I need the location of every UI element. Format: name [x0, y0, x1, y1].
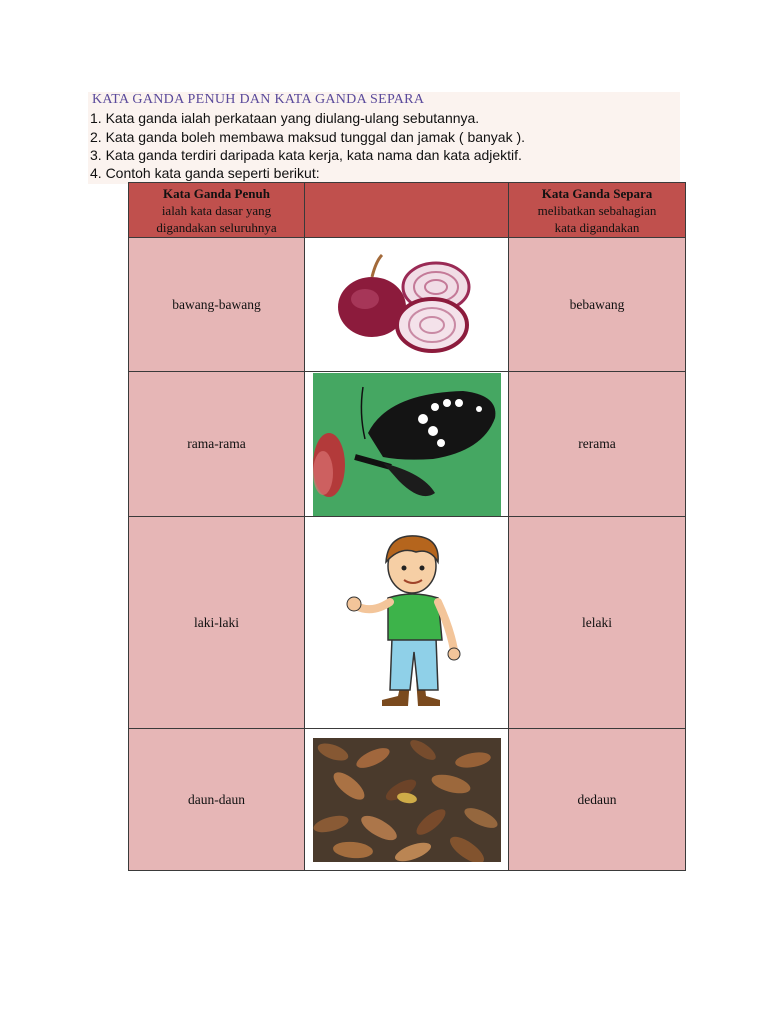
- header-penuh-desc-1: ialah kata dasar yang: [161, 202, 272, 218]
- table-row: [129, 517, 686, 729]
- header-row: [129, 183, 686, 238]
- header-penuh: [129, 183, 305, 238]
- separa-cell: rerama: [509, 372, 686, 517]
- kata-ganda-table: [128, 182, 686, 871]
- boy-image: [305, 517, 509, 729]
- header-separa-desc-1: melibatkan sebahagian: [537, 202, 657, 218]
- penuh-cell: daun-daun: [129, 729, 305, 871]
- header-separa-title: Kata Ganda Separa: [541, 185, 653, 201]
- page-title: KATA GANDA PENUH DAN KATA GANDA SEPARA: [92, 92, 425, 107]
- table-row: [129, 729, 686, 871]
- table-row: [129, 238, 686, 372]
- penuh-cell: rama-rama: [129, 372, 305, 517]
- separa-cell: dedaun: [509, 729, 686, 871]
- penuh-cell: bawang-bawang: [129, 238, 305, 372]
- header-image: [305, 183, 509, 238]
- separa-cell: bebawang: [509, 238, 686, 372]
- header-separa: [509, 183, 686, 238]
- point-2: 2. Kata ganda boleh membawa maksud tunggal dan jamak ( banyak ).: [90, 129, 526, 145]
- header-penuh-title: Kata Ganda Penuh: [163, 185, 270, 201]
- header-separa-desc-2: kata digandakan: [554, 219, 640, 235]
- penuh-cell: laki-laki: [129, 517, 305, 729]
- onion-image: [305, 238, 509, 372]
- dry-leaves-image: [305, 729, 509, 871]
- table-row: [129, 372, 686, 517]
- separa-cell: lelaki: [509, 517, 686, 729]
- header-penuh-desc-2: digandakan seluruhnya: [156, 219, 277, 235]
- butterfly-image: [305, 372, 509, 517]
- point-1: 1. Kata ganda ialah perkataan yang diulang-ulang sebutannya.: [90, 110, 480, 126]
- point-3: 3. Kata ganda terdiri daripada kata kerja, kata nama dan kata adjektif.: [90, 147, 522, 163]
- point-4: 4. Contoh kata ganda seperti berikut:: [90, 165, 320, 181]
